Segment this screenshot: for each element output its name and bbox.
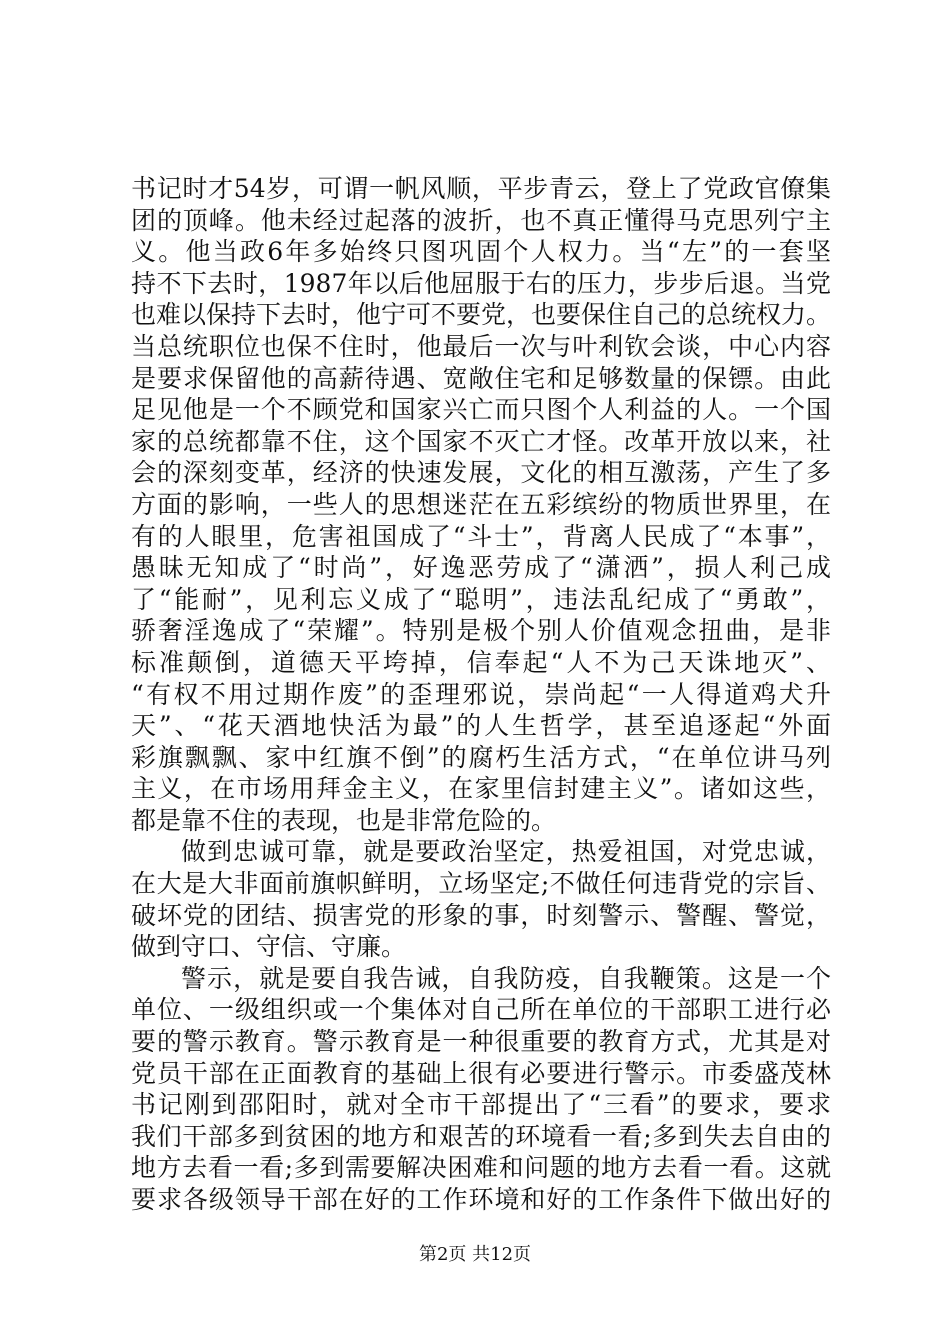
text-line: 愚昧无知成了“时尚”，好逸恶劳成了“潇洒”，损人利己成	[131, 553, 831, 583]
text-line: 做到守口、守信、守廉。	[131, 932, 407, 962]
text-line: 有的人眼里，危害祖国成了“斗士”，背离人民成了“本事”，	[131, 521, 831, 551]
paragraph	[131, 173, 831, 836]
text-line: 足见他是一个不顾党和国家兴亡而只图个人利益的人。一个国	[131, 395, 831, 425]
text-line: 书记时才54岁，可谓一帆风顺，平步青云，登上了党政官僚集	[131, 174, 831, 203]
text-line: 在大是大非面前旗帜鲜明，立场坚定;不做任何违背党的宗旨、	[131, 869, 831, 899]
text-line: 义。他当政6年多始终只图巩固个人权力。当“左”的一套坚	[131, 237, 831, 267]
text-line: 是要求保留他的高薪待遇、宽敞住宅和足够数量的保镖。由此	[131, 363, 831, 393]
text-line: 了“能耐”，见利忘义成了“聪明”，违法乱纪成了“勇敢”，	[131, 584, 831, 614]
paragraph	[131, 963, 831, 1216]
text-line: 地方去看一看;多到需要解决困难和问题的地方去看一看。这就	[131, 1153, 831, 1183]
text-line: 主义，在市场用拜金主义，在家里信封建主义”。诸如这些，	[131, 774, 831, 804]
page-footer: 第2页 共12页	[418, 1244, 532, 1265]
text-line: 方面的影响，一些人的思想迷茫在五彩缤纷的物质世界里，在	[131, 489, 831, 519]
text-line: 单位、一级组织或一个集体对自己所在单位的干部职工进行必	[131, 995, 831, 1025]
text-line: 当总统职位也保不住时，他最后一次与叶利钦会谈，中心内容	[131, 331, 831, 361]
paragraph	[131, 836, 831, 962]
text-line: “有权不用过期作废”的歪理邪说，崇尚起“一人得道鸡犬升	[131, 679, 831, 709]
text-line: 天”、“花天酒地快活为最”的人生哲学，甚至追逐起“外面	[131, 711, 831, 741]
text-line: 也难以保持下去时，他宁可不要党，也要保住自己的总统权力。	[131, 300, 832, 330]
text-line: 持不下去时，1987年以后他屈服于右的压力，步步后退。当党	[131, 268, 831, 298]
text-line: 要求各级领导干部在好的工作环境和好的工作条件下做出好的	[131, 1185, 831, 1214]
text-line: 书记刚到邵阳时，就对全市干部提出了“三看”的要求，要求	[131, 1090, 831, 1120]
text-line: 骄奢淫逸成了“荣耀”。特别是极个别人价值观念扭曲，是非	[131, 616, 831, 646]
text-line: 团的顶峰。他未经过起落的波折，也不真正懂得马克思列宁主	[131, 205, 831, 235]
text-line: 破坏党的团结、损害党的形象的事，时刻警示、警醒、警觉，	[131, 900, 831, 930]
text-line: 家的总统都靠不住，这个国家不灭亡才怪。改革开放以来，社	[131, 426, 831, 456]
body-text	[131, 173, 831, 1216]
text-line: 党员干部在正面教育的基础上很有必要进行警示。市委盛茂林	[131, 1058, 831, 1088]
text-line: 要的警示教育。警示教育是一种很重要的教育方式，尤其是对	[131, 1027, 831, 1057]
text-line: 做到忠诚可靠，就是要政治坚定，热爱祖国，对党忠诚，	[181, 837, 831, 867]
text-line: 标准颠倒，道德天平垮掉，信奉起“人不为己天诛地灭”、	[131, 647, 831, 677]
text-line: 彩旗飘飘、家中红旗不倒”的腐朽生活方式，“在单位讲马列	[131, 742, 831, 772]
text-line: 都是靠不住的表现，也是非常危险的。	[131, 805, 557, 835]
text-line: 警示，就是要自我告诫，自我防疫，自我鞭策。这是一个	[181, 963, 831, 993]
text-line: 会的深刻变革，经济的快速发展，文化的相互激荡，产生了多	[131, 458, 831, 488]
text-line: 我们干部多到贫困的地方和艰苦的环境看一看;多到失去自由的	[131, 1121, 831, 1151]
